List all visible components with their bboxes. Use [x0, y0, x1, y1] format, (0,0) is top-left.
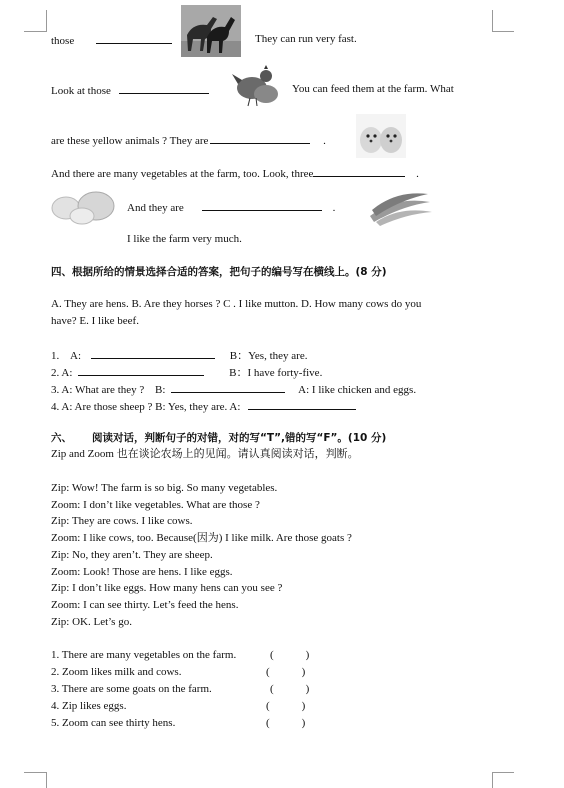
question-4: 4. A: Are those sheep ? B: Yes, they are. A:	[51, 399, 358, 414]
potatoes-image	[50, 186, 118, 228]
options-line-2: have? E. I like beef.	[51, 315, 139, 327]
vocab-line-2: Look at those	[51, 83, 211, 98]
crop-mark	[46, 10, 47, 32]
answer-blank[interactable]	[210, 133, 310, 144]
vocab-line-4: And there are many vegetables at the farm, too. Look, three .	[51, 168, 419, 180]
statement: 3. There are some goats on the farm.	[51, 683, 212, 695]
answer-parentheses[interactable]: ( )	[266, 700, 306, 712]
answer-blank[interactable]	[119, 83, 209, 94]
statement: 1. There are many vegetables on the farm.	[51, 649, 237, 661]
section-6-heading: 六、 阅读对话，判断句子的对错，对的写“T”,错的写“F”。(10 分)	[51, 432, 387, 444]
green-beans-image	[366, 192, 434, 226]
dialogue-line: Zip: They are cows. I like cows.	[51, 515, 193, 528]
closing-sentence: I like the farm very much.	[127, 233, 242, 245]
answer-blank[interactable]	[78, 365, 204, 376]
hens-image	[232, 62, 284, 108]
answer-blank[interactable]	[96, 33, 172, 44]
answer-parentheses[interactable]: ( )	[270, 683, 310, 695]
vocab-line-1: those	[51, 33, 188, 48]
question-2: 2. A: B：I have forty-five.	[51, 367, 323, 379]
crop-mark	[492, 31, 514, 32]
dialogue-line: Zoom: Look! Those are hens. I like eggs.	[51, 565, 233, 578]
crop-mark	[492, 772, 514, 773]
crop-mark	[24, 772, 46, 773]
answer-parentheses[interactable]: ( )	[266, 717, 306, 729]
crop-mark	[46, 772, 47, 788]
answer-blank[interactable]	[202, 200, 322, 211]
chicks-image	[356, 114, 406, 158]
dialogue-line: Zoom: I like cows, too. Because(因为) I like milk. Are those goats ?	[51, 532, 352, 545]
crop-mark	[24, 31, 46, 32]
dialogue-line: Zip: OK. Let’s go.	[51, 615, 132, 628]
dialogue-line: Zoom: I can see thirty. Let’s feed the hens.	[51, 598, 239, 611]
answer-blank[interactable]	[248, 399, 356, 410]
dialogue-line: Zip: I don’t like eggs. How many hens can you see ?	[51, 582, 283, 595]
answer-parentheses[interactable]: ( )	[270, 649, 310, 661]
vocab-line-2-sentence: You can feed them at the farm. What	[292, 83, 454, 95]
dialogue-line: Zip: No, they aren’t. They are sheep.	[51, 548, 213, 561]
dialogue-line: Zoom: I don’t like vegetables. What are those ?	[51, 498, 260, 511]
answer-blank[interactable]	[171, 382, 285, 393]
section-6-intro: Zip and Zoom 也在谈论农场上的见闻。请认真阅读对话，判断。	[51, 448, 359, 460]
statement: 5. Zoom can see thirty hens.	[51, 717, 176, 729]
question-3: 3. A: What are they ? B: A: I like chicken and eggs.	[51, 384, 417, 396]
answer-blank[interactable]	[91, 348, 215, 359]
section-4-heading: 四、根据所给的情景选择合适的答案，把句子的编号写在横线上。(8 分)	[51, 266, 387, 278]
vocab-line-5: And they are .	[127, 202, 336, 214]
answer-blank[interactable]	[313, 166, 405, 177]
crop-mark	[492, 772, 493, 788]
vocab-line-1-sentence: They can run very fast.	[255, 33, 357, 45]
dialogue-line: Zip: Wow! The farm is so big. So many vegetables.	[51, 482, 278, 494]
statement: 2. Zoom likes milk and cows.	[51, 666, 182, 678]
question-1: 1. A: B：Yes, they are.	[51, 350, 308, 362]
statement: 4. Zip likes eggs.	[51, 700, 127, 712]
crop-mark	[492, 10, 493, 32]
answer-parentheses[interactable]: ( )	[266, 666, 306, 678]
vocab-line-3: are these yellow animals ? They are .	[51, 135, 326, 147]
options-line-1: A. They are hens. B. Are they horses ? C . I like mutton. D. How many cows do you	[51, 298, 422, 310]
horses-image	[181, 5, 241, 57]
